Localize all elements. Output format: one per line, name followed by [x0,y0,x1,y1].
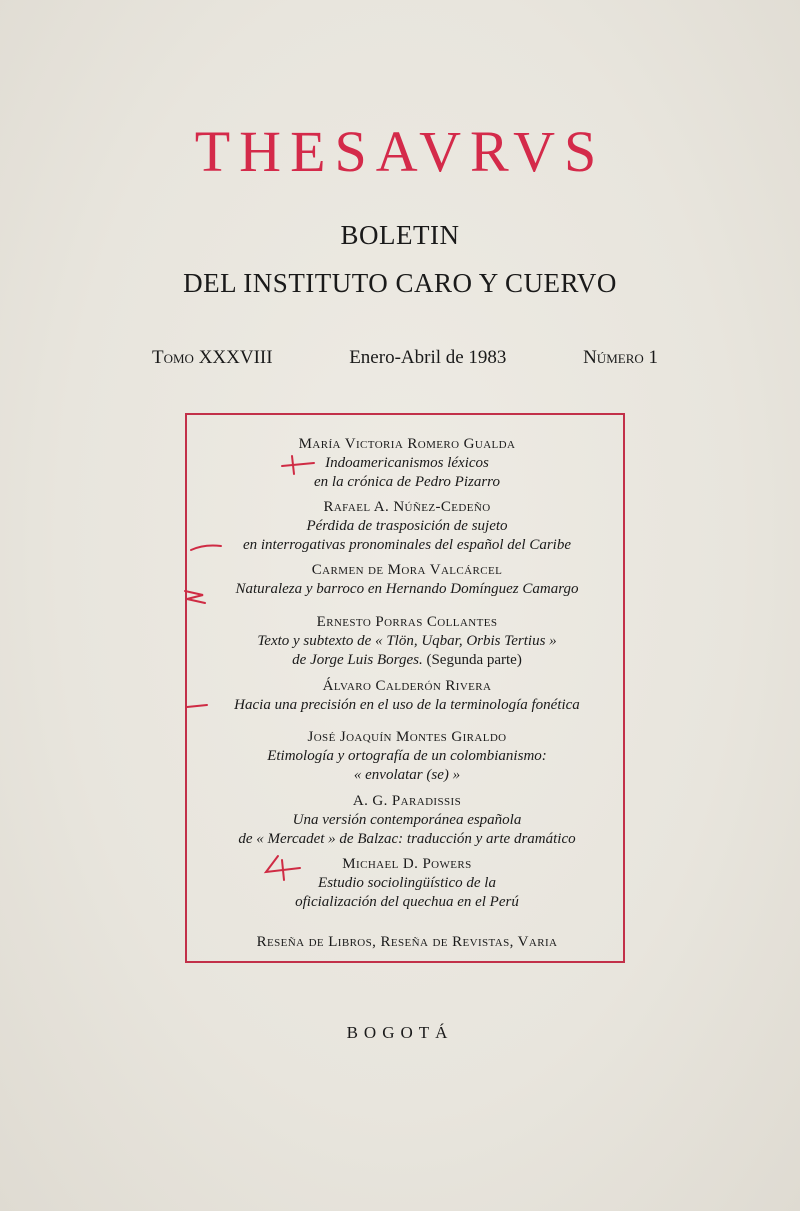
toc-author: Ernesto Porras Collantes [316,614,498,630]
toc-author: José Joaquín Montes Giraldo [307,729,507,745]
toc-title-line: Estudio sociolingüístico de la [318,875,496,891]
toc-title-line: en interrogativas pronominales del español del Caribe [242,537,572,553]
toc-title-line: Naturaleza y barroco en Hernando Domínguez Camargo [235,581,579,597]
toc-title-line: Indoamericanismos léxicos [325,455,489,471]
journal-title: THESAVRVS [194,119,606,184]
toc-entry [187,613,627,670]
pen-mark-icon [188,540,224,556]
pen-mark-icon [181,585,209,609]
toc-entry [187,498,627,555]
toc-entry [187,677,627,715]
toc-title-part: de Jorge Luis Borges. [292,652,423,668]
toc-title-line [187,651,627,670]
toc-title-line: de « Mercadet » de Balzac: traducción y arte dramático [238,831,576,847]
issue-numero: Número 1 [583,347,658,368]
toc-title-line: Una versión contemporánea española [292,812,522,828]
toc-note: (Segunda parte) [426,652,522,668]
journal-subtitle-instituto: DEL INSTITUTO CARO Y CUERVO [183,268,617,298]
pen-mark-icon [260,852,304,882]
issue-tomo: Tomo XXXVIII [152,347,273,368]
toc-title-line: Pérdida de trasposición de sujeto [306,518,508,534]
toc-title-line: Etimología y ortografía de un colombianismo: [267,748,547,764]
journal-subtitle-boletin: BOLETIN [340,220,460,250]
toc-entry [187,792,627,849]
toc-entry [187,561,627,599]
toc-author: Michael D. Powers [342,856,472,872]
toc-title-line: Hacia una precisión en el uso de la terminología fonética [234,697,580,713]
issue-date: Enero-Abril de 1983 [349,347,507,368]
toc-entry [187,435,627,492]
toc-author: Rafael A. Núñez-Cedeño [323,499,491,515]
publication-city: BOGOTÁ [346,1023,454,1042]
toc-entry [187,855,627,912]
sections-list: Reseña de Libros, Reseña de Revistas, Varia [256,934,558,950]
pen-mark-icon [278,452,318,476]
toc-author: Carmen de Mora Valcárcel [311,562,503,578]
toc-title-line: oficialización del quechua en el Perú [295,894,519,910]
toc-author: A. G. Paradissis [352,793,462,809]
toc-author: Álvaro Calderón Rivera [322,678,492,694]
toc-title-line: Texto y subtexto de « Tlön, Uqbar, Orbis Tertius » [257,633,557,649]
pen-mark-icon [184,699,210,713]
toc-entry [187,728,627,785]
toc-author: María Victoria Romero Gualda [298,436,516,452]
issue-line [152,347,658,369]
table-of-contents [185,413,625,963]
toc-title-line: « envolatar (se) » [353,767,461,783]
toc-title-line: en la crónica de Pedro Pizarro [314,474,500,490]
